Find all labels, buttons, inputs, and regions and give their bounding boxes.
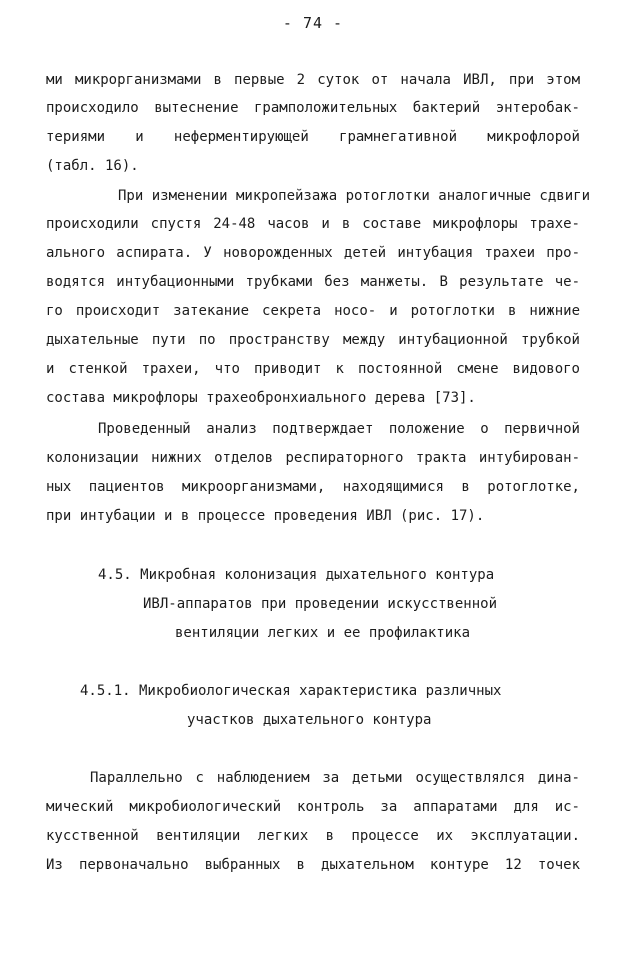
section-heading-line-1: 4.5. Микробная колонизация дыхательного контура <box>98 567 495 583</box>
page-number: - 74 - <box>282 14 344 32</box>
paragraph-2-line-4: водятся интубационными трубками без манжеты. В результате че- <box>46 274 580 290</box>
paragraph-3-line-2: колонизации нижних отделов респираторного тракта интубирован- <box>46 450 580 466</box>
paragraph-3-line-4: при интубации и в процессе проведения ИВЛ (рис. 17). <box>46 508 485 524</box>
subsection-heading-line-2: участков дыхательного контура <box>187 712 432 728</box>
section-heading-line-3: вентиляции легких и ее профилактика <box>175 625 471 641</box>
paragraph-2-line-3: ального аспирата. У новорожденных детей интубация трахеи про- <box>46 245 580 261</box>
paragraph-1-line-3: териями и неферментирующей грамнегативной микрофлорой <box>46 129 580 145</box>
paragraph-2-line-8: состава микрофлоры трахеобронхиального дерева [73]. <box>46 390 476 406</box>
paragraph-2-line-6: дыхательные пути по пространству между интубационной трубкой <box>46 332 580 348</box>
final-paragraph-line-4: Из первоначально выбранных в дыхательном контуре 12 точек <box>46 857 580 873</box>
paragraph-2-line-2: происходили спустя 24-48 часов и в составе микрофлоры трахе- <box>46 216 580 232</box>
paragraph-1-line-2: происходило вытеснение грамположительных бактерий энтеробак- <box>46 100 580 116</box>
paragraph-1-line-1: ми микрорганизмами в первые 2 суток от начала ИВЛ, при этом <box>46 72 580 88</box>
paragraph-2-line-5: го происходит затекание секрета носо- и ротоглотки в нижние <box>46 303 580 319</box>
section-heading-line-2: ИВЛ-аппаратов при проведении искусственной <box>143 596 498 612</box>
final-paragraph-line-2: мический микробиологический контроль за аппаратами для ис- <box>46 799 580 815</box>
paragraph-2-line-1: При изменении микропейзажа ротоглотки аналогичные сдвиги <box>118 188 591 204</box>
paragraph-3-line-3: ных пациентов микроорганизмами, находящимися в ротоглотке, <box>46 479 580 495</box>
paragraph-1-line-4: (табл. 16). <box>46 158 139 174</box>
final-paragraph-line-3: кусственной вентиляции легких в процессе их эксплуатации. <box>46 828 580 844</box>
subsection-heading-line-1: 4.5.1. Микробиологическая характеристика различных <box>80 683 502 699</box>
paragraph-2-line-7: и стенкой трахеи, что приводит к постоянной смене видового <box>46 361 580 377</box>
paragraph-3-line-1: Проведенный анализ подтверждает положение о первичной <box>98 421 580 437</box>
final-paragraph-line-1: Параллельно с наблюдением за детьми осуществлялся дина- <box>90 770 580 786</box>
